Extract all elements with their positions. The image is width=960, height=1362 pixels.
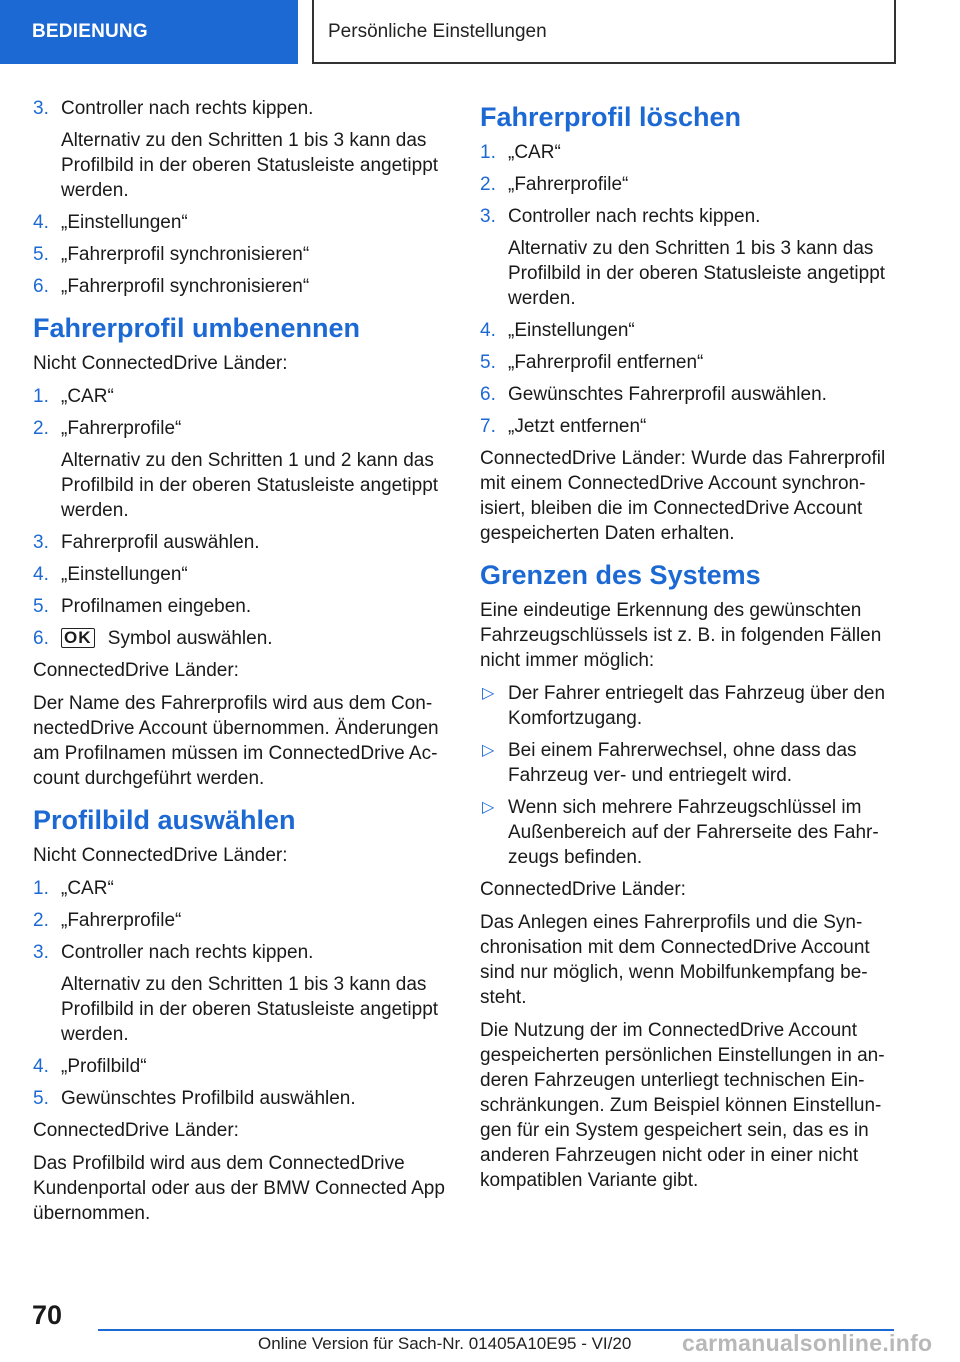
step-note: Alternativ zu den Schritten 1 und 2 kann das Profilbild in der oberen Statusleiste angetippt werden. xyxy=(61,450,439,521)
step-text: „Fahrerprofil entfernen“ xyxy=(508,352,704,373)
triangle-bullet-icon: ▷ xyxy=(482,685,495,702)
right-column xyxy=(480,96,900,1201)
delete-heading: Fahrerprofil löschen xyxy=(480,102,742,132)
list-item xyxy=(33,562,453,587)
step-text: „CAR“ xyxy=(61,878,114,899)
list-item xyxy=(33,876,453,901)
step-number: 5. xyxy=(480,352,496,373)
list-item xyxy=(480,795,900,870)
step-number: 2. xyxy=(480,174,496,195)
step-text: Controller nach rechts kippen. xyxy=(508,206,761,227)
limits-bullet-list xyxy=(480,681,900,870)
bullet-text: Der Fahrer entriegelt das Fahrzeug über den Komfortzugang. xyxy=(508,683,886,729)
triangle-bullet-icon: ▷ xyxy=(482,742,495,759)
step-number: 5. xyxy=(33,1088,49,1109)
step-text: „Fahrerprofil synchronisieren“ xyxy=(61,244,310,265)
list-item xyxy=(480,204,900,311)
limits-cd-label: ConnectedDrive Länder: xyxy=(480,879,686,900)
step-number: 2. xyxy=(33,418,49,439)
list-item xyxy=(33,274,453,299)
list-item xyxy=(33,908,453,933)
step-text: „Einstellungen“ xyxy=(61,212,188,233)
list-item xyxy=(33,210,453,235)
step-text: Profilnamen eingeben. xyxy=(61,596,252,617)
step-number: 4. xyxy=(33,212,49,233)
step-text: „Einstellungen“ xyxy=(61,564,188,585)
step-number: 1. xyxy=(33,878,49,899)
triangle-bullet-icon: ▷ xyxy=(482,799,495,816)
step-text: „Fahrerprofile“ xyxy=(508,174,629,195)
delete-cd-text: ConnectedDrive Länder: Wurde das Fahrerprofil mit einem ConnectedDrive Account synchronisiert, bleiben die im ConnectedDrive Account gespeicherten Daten erhalten. xyxy=(480,448,886,544)
step-text: „Fahrerprofile“ xyxy=(61,418,182,439)
section-tab: BEDIENUNG xyxy=(0,0,298,64)
list-item xyxy=(33,242,453,267)
step-text: Gewünschtes Fahrerprofil auswählen. xyxy=(508,384,827,405)
page-header xyxy=(0,0,960,66)
online-version-text: Online Version für Sach-Nr. 01405A10E95 - VI/20 xyxy=(258,1334,632,1353)
step-number: 3. xyxy=(480,206,496,227)
picture-heading: Profilbild auswählen xyxy=(33,805,296,835)
step-number: 1. xyxy=(33,386,49,407)
step-number: 6. xyxy=(33,628,49,649)
list-item xyxy=(33,1054,453,1079)
list-item xyxy=(480,350,900,375)
rename-steps-list xyxy=(33,384,453,651)
step-text: Controller nach rechts kippen. xyxy=(61,98,314,119)
limits-cd-text-2: Die Nutzung der im ConnectedDrive Account gespeicherten persönlichen Einstellungen in anderen Fahrzeugen unterliegt technischen Einschränkungen. Zum Beispiel können Einstellungen für ein System gespeichert sein, das es in anderen Fahrzeugen nicht oder in einer nicht kompatiblen Variante gibt. xyxy=(480,1020,885,1191)
step-number: 3. xyxy=(33,532,49,553)
step-text: Symbol auswählen. xyxy=(107,628,273,649)
step-text: „Jetzt entfernen“ xyxy=(508,416,647,437)
list-item xyxy=(33,1086,453,1111)
rename-cd-text: Der Name des Fahrerprofils wird aus dem ConnectedDrive Account übernommen. Änderungen am Profilnamen müssen im ConnectedDrive Account durchgeführt werden. xyxy=(33,693,439,789)
watermark: carmanualsonline.info xyxy=(682,1330,933,1356)
step-number: 3. xyxy=(33,942,49,963)
step-number: 6. xyxy=(480,384,496,405)
step-number: 4. xyxy=(33,1056,49,1077)
step-text: „CAR“ xyxy=(508,142,561,163)
step-number: 1. xyxy=(480,142,496,163)
step-number: 4. xyxy=(480,320,496,341)
list-item xyxy=(480,140,900,165)
limits-heading: Grenzen des Systems xyxy=(480,560,761,590)
left-column xyxy=(33,96,453,1234)
step-note: Alternativ zu den Schritten 1 bis 3 kann das Profilbild in der oberen Statusleiste angetippt werden. xyxy=(61,974,439,1045)
step-number: 3. xyxy=(33,98,49,119)
list-item xyxy=(480,382,900,407)
list-item xyxy=(33,626,453,651)
rename-heading: Fahrerprofil umbenennen xyxy=(33,313,361,343)
list-item xyxy=(33,940,453,1047)
list-item xyxy=(480,681,900,731)
step-text: Controller nach rechts kippen. xyxy=(61,942,314,963)
bullet-text: Wenn sich mehrere Fahrzeugschlüssel im Außenbereich auf der Fahrerseite des Fahrzeugs befinden. xyxy=(508,797,879,868)
picture-cd-text: Das Profilbild wird aus dem ConnectedDrive Kundenportal oder aus der BMW Connected App übernommen. xyxy=(33,1153,445,1224)
sync-steps-list xyxy=(33,96,453,299)
step-text: „Profilbild“ xyxy=(61,1056,147,1077)
step-note: Alternativ zu den Schritten 1 bis 3 kann das Profilbild in der oberen Statusleiste angetippt werden. xyxy=(508,238,886,309)
page-number: 70 xyxy=(32,1300,63,1330)
list-item xyxy=(33,530,453,555)
limits-cd-text-1: Das Anlegen eines Fahrerprofils und die Synchronisation mit dem ConnectedDrive Account sind nur möglich, wenn Mobilfunkempfang besteht. xyxy=(480,912,870,1008)
list-item xyxy=(33,384,453,409)
step-number: 5. xyxy=(33,596,49,617)
step-text: Gewünschtes Profilbild auswählen. xyxy=(61,1088,356,1109)
step-number: 6. xyxy=(33,276,49,297)
picture-cd-label: ConnectedDrive Länder: xyxy=(33,1120,239,1141)
bullet-text: Bei einem Fahrerwechsel, ohne dass das Fahrzeug ver- und entriegelt wird. xyxy=(508,740,857,786)
step-text: „Fahrerprofil synchronisieren“ xyxy=(61,276,310,297)
delete-steps-list xyxy=(480,140,900,439)
step-text: „Fahrerprofile“ xyxy=(61,910,182,931)
step-text: „CAR“ xyxy=(61,386,114,407)
ok-icon: OK xyxy=(61,628,95,648)
list-item xyxy=(480,172,900,197)
step-number: 2. xyxy=(33,910,49,931)
step-number: 7. xyxy=(480,416,496,437)
step-text: Fahrerprofil auswählen. xyxy=(61,532,260,553)
picture-steps-list xyxy=(33,876,453,1111)
step-text: „Einstellungen“ xyxy=(508,320,635,341)
step-number: 4. xyxy=(33,564,49,585)
list-item xyxy=(33,594,453,619)
list-item xyxy=(480,414,900,439)
list-item xyxy=(33,96,453,203)
step-note: Alternativ zu den Schritten 1 bis 3 kann das Profilbild in der oberen Statusleiste angetippt werden. xyxy=(61,130,439,201)
limits-intro: Eine eindeutige Erkennung des gewünschten Fahrzeugschlüssels ist z. B. in folgenden Fällen nicht immer möglich: xyxy=(480,600,882,671)
step-number: 5. xyxy=(33,244,49,265)
list-item xyxy=(33,416,453,523)
rename-intro: Nicht ConnectedDrive Länder: xyxy=(33,353,288,374)
picture-intro: Nicht ConnectedDrive Länder: xyxy=(33,845,288,866)
list-item xyxy=(480,318,900,343)
list-item xyxy=(480,738,900,788)
rename-cd-label: ConnectedDrive Länder: xyxy=(33,660,239,681)
chapter-title: Persönliche Einstellungen xyxy=(312,0,896,64)
